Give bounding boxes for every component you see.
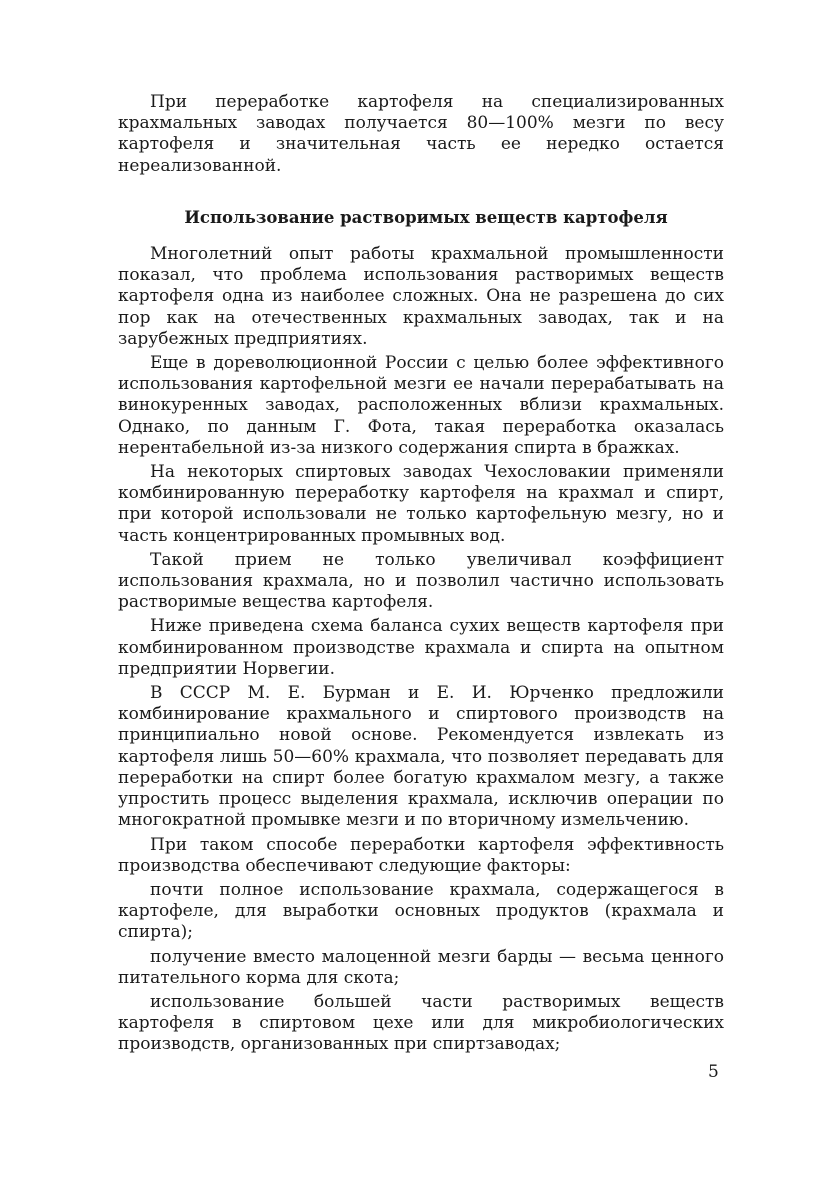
paragraph: В СССР М. Е. Бурман и Е. И. Юрченко предложили комбинирование крахмального и спиртового производств на принципиально новой основе. Рекомендуется извлекать из картофеля лишь 50—60% крахмала, что позволяет передавать для переработки на спирт более богатую крахмалом мезгу, а также упростить процесс выделения крахмала, исключив операции по многократной промывке мезги и по вторичному измельчению. [118, 683, 724, 831]
paragraph: Ниже приведена схема баланса сухих веществ картофеля при комбинированном производстве крахмала и спирта на опытном предприятии Норвегии. [118, 616, 724, 679]
paragraph-intro: При переработке картофеля на специализированных крахмальных заводах получается 80—100% мезги по весу картофеля и значительная часть ее нередко остается нереализованной. [118, 92, 724, 176]
list-item: получение вместо малоценной мезги барды — весьма ценного питательного корма для скота; [118, 946, 724, 988]
page-number: 5 [708, 1062, 719, 1082]
paragraph: Такой прием не только увеличивал коэффициент использования крахмала, но и позволил частично использовать растворимые вещества картофеля. [118, 549, 724, 613]
list-item: почти полное использование крахмала, содержащегося в картофеле, для выработки основных продуктов (крахмала и спирта); [118, 879, 724, 943]
paragraph: На некоторых спиртовых заводах Чехословакии применяли комбинированную переработку картофеля на крахмал и спирт, при которой использовали не только картофельную мезгу, но и часть концентрированных промывных вод. [118, 462, 724, 546]
paragraph: Еще в дореволюционной России с целью более эффективного использования картофельной мезги ее начали перерабатывать на винокуренных заводах, расположенных вблизи крахмальных. Однако, по данным Г. Фота, такая переработка оказалась нерентабельной из-за низкого содержания спирта в бражках. [118, 353, 724, 458]
list-item: использование большей части растворимых веществ картофеля в спиртовом цехе или для микробиологических производств, организованных при спиртзаводах; [118, 991, 724, 1055]
paragraph: При таком способе переработки картофеля эффективность производства обеспечивают следующие факторы: [118, 834, 724, 876]
paragraph: Многолетний опыт работы крахмальной промышленности показал, что проблема использования растворимых веществ картофеля одна из наиболее сложных. Она не разрешена до сих пор как на отечественных крахмальных заводах, так и на зарубежных предприятиях. [118, 244, 724, 349]
section-heading: Использование растворимых веществ картофеля [184, 207, 668, 227]
text-body [118, 92, 724, 1059]
